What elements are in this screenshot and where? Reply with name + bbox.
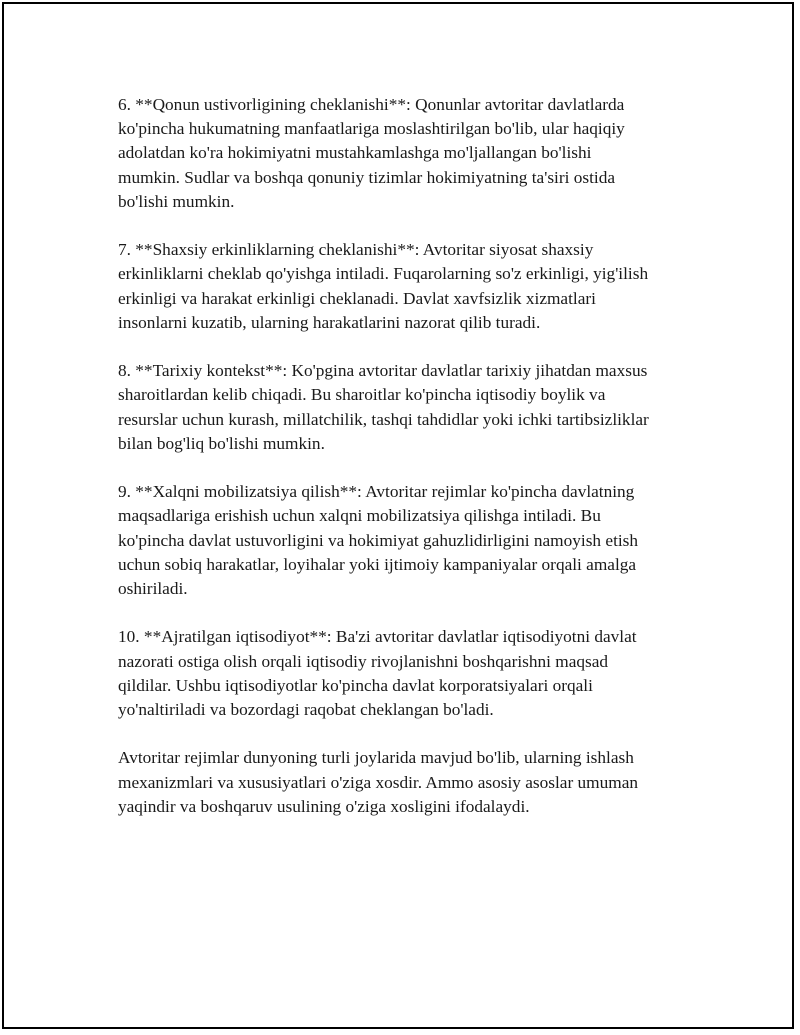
text-line: 10. **Ajratilgan iqtisodiyot**: Ba'zi avtoritar davlatlar iqtisodiyotni davlat [118,627,637,647]
text-line: insonlarni kuzatib, ularning harakatlarini nazorat qilib turadi. [118,312,541,332]
text-line: 6. **Qonun ustivorligining cheklanishi**: Qonunlar avtoritar davlatlarda [118,95,625,114]
text-line: mumkin. Sudlar va boshqa qonuniy tizimlar hokimiyatning ta'siri ostida [118,167,616,187]
text-line: qildilar. Ushbu iqtisodiyotlar ko'pincha davlat korporatsiyalari orqali [118,675,593,695]
text-line: resurslar uchun kurash, millatchilik, tashqi tahdidlar yoki ichki tartibsizliklar [118,409,649,429]
document-body [118,93,693,843]
text-line: maqsadlariga erishish uchun xalqni mobilizatsiya qilishga intiladi. Bu [118,506,601,526]
text-line: ko'pincha davlat ustuvorligini va hokimiyat gahuzlidirligini namoyish etish [118,530,639,550]
text-line: oshiriladi. [118,579,188,599]
paragraph-conclusion [118,746,693,819]
paragraph-rule-of-law [118,93,693,214]
text-line: erkinligi va harakat erkinligi cheklanadi. Davlat xavfsizlik xizmatlari [118,288,596,308]
text-line: uchun sobiq harakatlar, loyihalar yoki ijtimoiy kampaniyalar orqali amalga [118,554,637,574]
paragraph-economy [118,625,693,722]
text-line: 7. **Shaxsiy erkinliklarning cheklanishi**: Avtoritar siyosat shaxsiy [118,240,594,260]
text-line: bilan bog'liq bo'lishi mumkin. [118,433,325,453]
text-line: adolatdan ko'ra hokimiyatni mustahkamlashga mo'ljallangan bo'lishi [118,143,592,163]
text-line: yo'naltiriladi va bozordagi raqobat cheklangan bo'ladi. [118,700,494,720]
paragraph-mobilization [118,480,693,601]
text-line: bo'lishi mumkin. [118,191,235,211]
text-line: sharoitlardan kelib chiqadi. Bu sharoitlar ko'pincha iqtisodiy boylik va [118,385,606,405]
text-line: mexanizmlari va xususiyatlari o'ziga xosdir. Ammo asosiy asoslar umuman [118,772,639,792]
paragraph-historical-context [118,359,693,456]
text-line: nazorati ostiga olish orqali iqtisodiy rivojlanishni boshqarishni maqsad [118,651,609,671]
text-line: 9. **Xalqni mobilizatsiya qilish**: Avtoritar rejimlar ko'pincha davlatning [118,482,635,502]
text-line: yaqindir va boshqaruv usulining o'ziga xosligini ifodalaydi. [118,796,530,816]
text-line: Avtoritar rejimlar dunyoning turli joylarida mavjud bo'lib, ularning ishlash [118,748,634,768]
text-line: erkinliklarni cheklab qo'yishga intiladi. Fuqarolarning so'z erkinligi, yig'ilish [118,264,649,284]
paragraph-personal-freedoms [118,238,693,335]
text-line: ko'pincha hukumatning manfaatlariga moslashtirilgan bo'lib, ular haqiqiy [118,119,625,139]
text-line: 8. **Tarixiy kontekst**: Ko'pgina avtoritar davlatlar tarixiy jihatdan maxsus [118,361,648,381]
